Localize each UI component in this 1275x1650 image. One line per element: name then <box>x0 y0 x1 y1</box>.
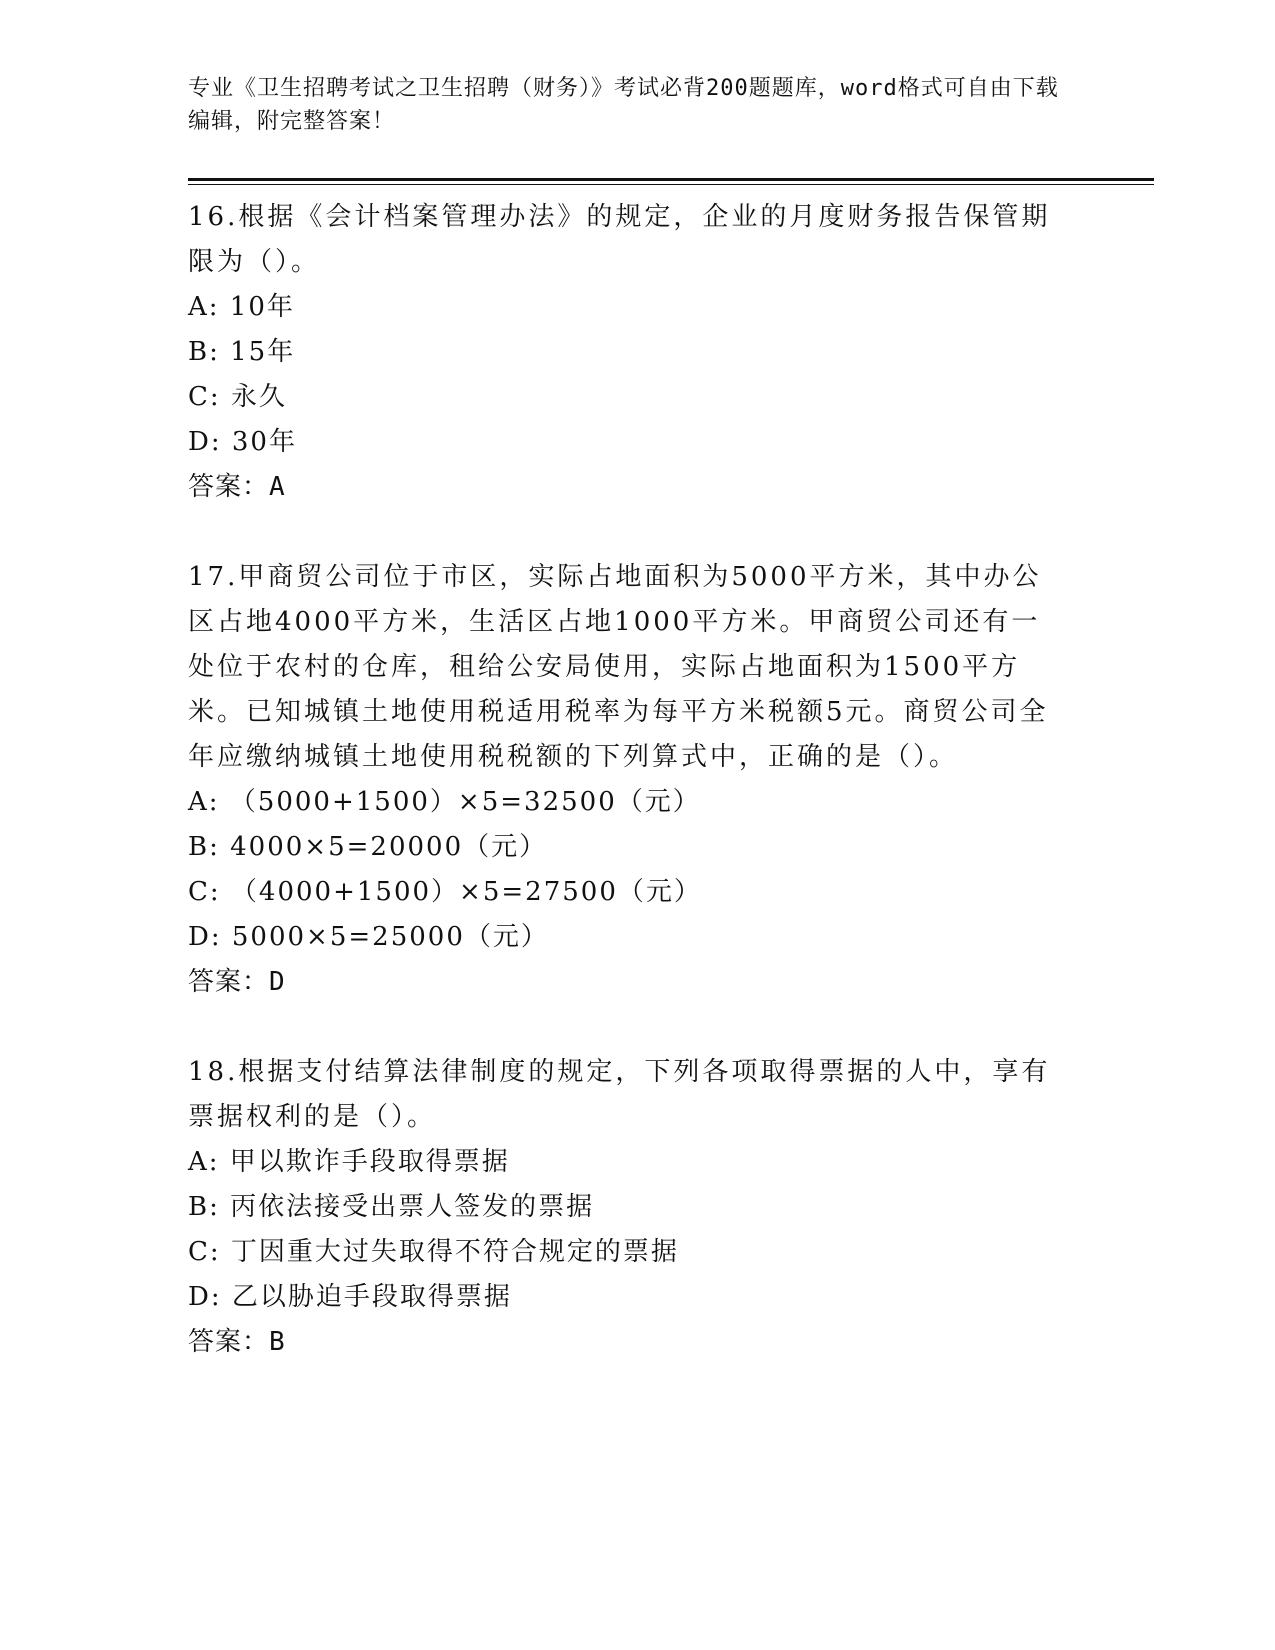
option-a: A: （5000+1500）×5=32500（元） <box>188 787 701 817</box>
answer: 答案：B <box>188 1327 286 1357</box>
answer: 答案：A <box>188 472 286 502</box>
question-16 <box>188 195 1068 510</box>
option-c: C: （4000+1500）×5=27500（元） <box>188 877 702 907</box>
question-17 <box>188 555 1068 1005</box>
option-d: D: 乙以胁迫手段取得票据 <box>188 1282 512 1312</box>
option-c: C: 丁因重大过失取得不符合规定的票据 <box>188 1237 679 1267</box>
option-c: C: 永久 <box>188 382 287 412</box>
option-b: B: 4000×5=20000（元） <box>188 832 548 862</box>
question-stem: 17.甲商贸公司位于市区，实际占地面积为5000平方米，其中办公区占地4000平方米，生活区占地1000平方米。甲商贸公司还有一处位于农村的仓库，租给公安局使用，实际占地面积为1500平方米。已知城镇土地使用税适用税率为每平方米税额5元。商贸公司全年应缴纳城镇土地使用税税额的下列算式中，正确的是（）。 <box>188 562 1049 772</box>
option-d: D: 5000×5=25000（元） <box>188 922 549 952</box>
option-a: A: 10年 <box>188 292 295 322</box>
question-stem: 16.根据《会计档案管理办法》的规定，企业的月度财务报告保管期限为（）。 <box>188 202 1051 277</box>
option-b: B: 丙依法接受出票人签发的票据 <box>188 1192 595 1222</box>
header-divider-thick <box>188 178 1154 181</box>
option-d: D: 30年 <box>188 427 297 457</box>
question-18 <box>188 1050 1068 1365</box>
document-intro: 专业《卫生招聘考试之卫生招聘（财务）》考试必背200题题库，word格式可自由下载编辑，附完整答案！ <box>188 76 1059 134</box>
option-b: B: 15年 <box>188 337 296 367</box>
option-a: A: 甲以欺诈手段取得票据 <box>188 1147 510 1177</box>
question-stem: 18.根据支付结算法律制度的规定，下列各项取得票据的人中，享有票据权利的是（）。 <box>188 1057 1051 1132</box>
answer: 答案：D <box>188 967 286 997</box>
header-divider-thin <box>188 184 1154 185</box>
